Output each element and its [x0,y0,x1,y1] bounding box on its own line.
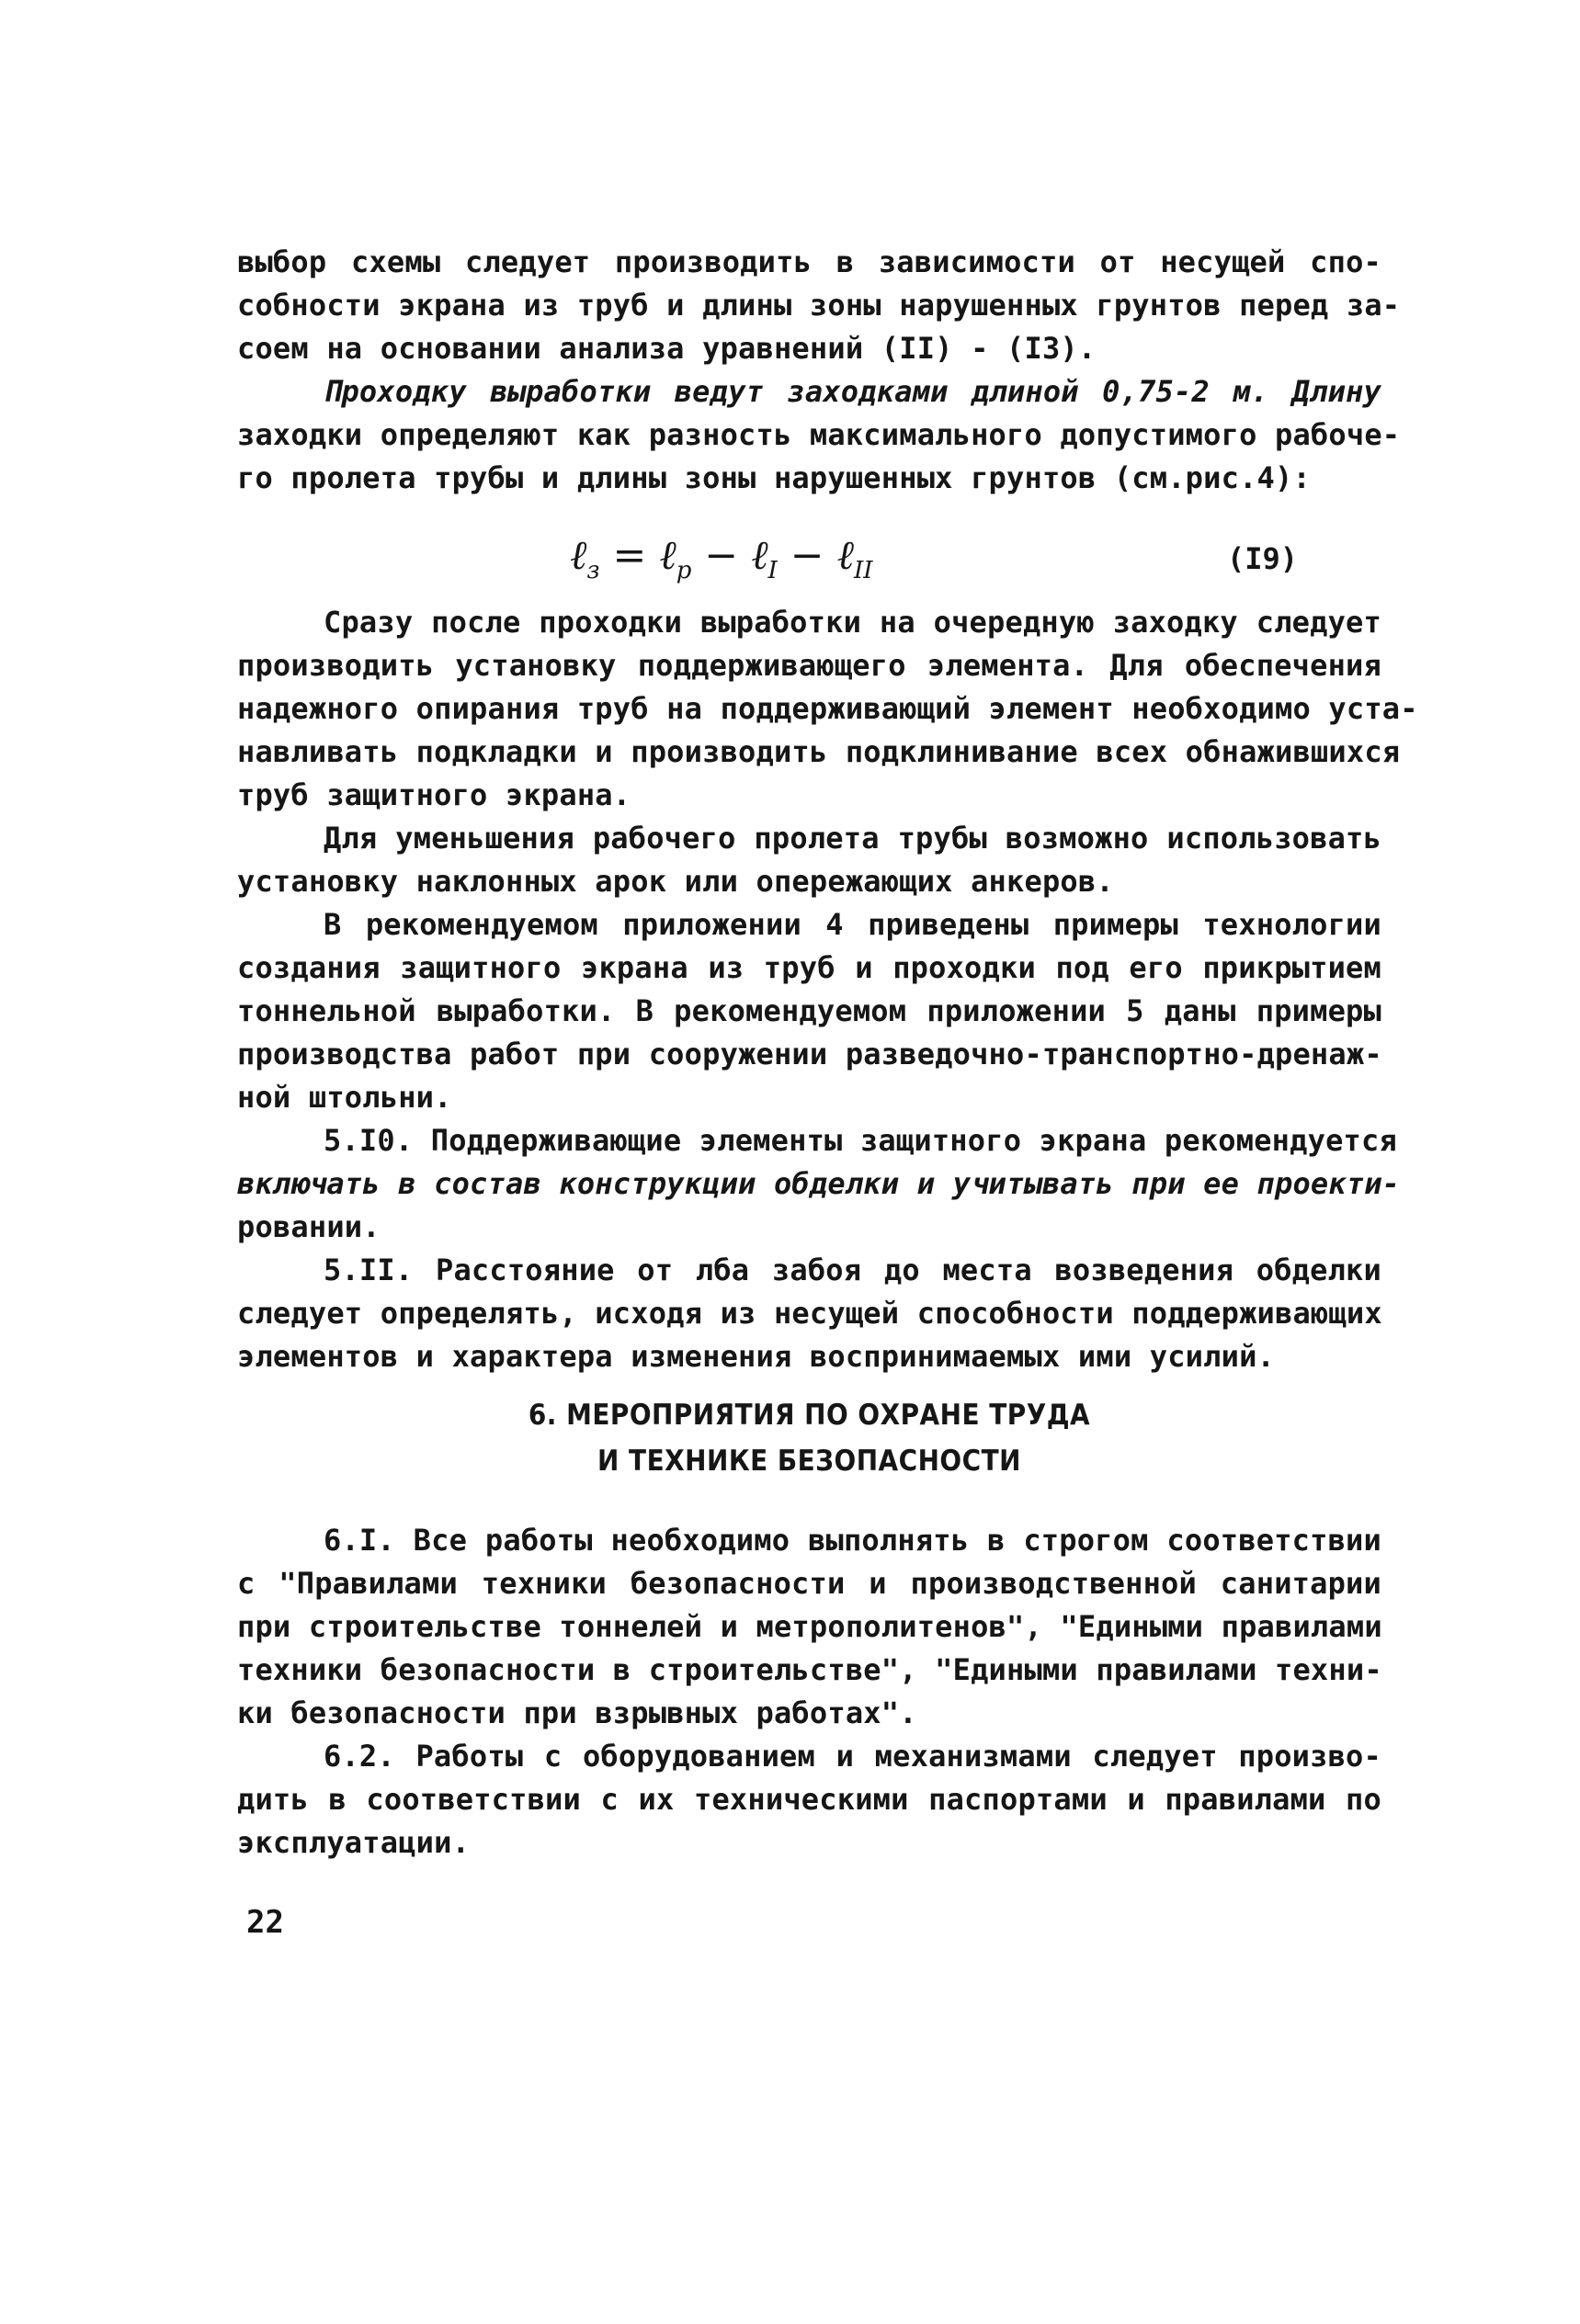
text-line: установку наклонных арок или опережающих анкеров. [237,864,1114,899]
text-line: 6.I. Все работы необходимо выполнять в строгом соответствии [324,1523,1381,1558]
text-line: эксплуатации. [237,1825,471,1860]
section-heading: 6. МЕРОПРИЯТИЯ ПО ОХРАНЕ ТРУДА [528,1399,1091,1432]
formula-operator: − [777,532,837,579]
text-line: при строительстве тоннелей и метрополитенов", "Едиными правилами [237,1609,1382,1644]
formula-symbol: ℓ [659,532,676,579]
text-line: собности экрана из труб и длины зоны нарушенных грунтов перед за- [237,288,1401,323]
text-line: Сразу после проходки выработки на очередную заходку следует [324,605,1381,640]
text-line: соем на основании анализа уравнений (II) - (I3). [237,331,1097,366]
text-line: труб защитного экрана. [237,777,631,812]
text-line: 5.I0. Поддерживающие элементы защитного экрана рекомендуется [324,1123,1397,1158]
formula-symbol: ℓ [570,532,587,579]
text-line: ной штольни. [237,1080,452,1115]
formula-symbol: ℓ [751,532,768,579]
formula-19 [570,528,873,598]
page-number: 22 [246,1904,284,1941]
formula-subscript: II [853,557,873,584]
text-line: заходки определяют как разность максимального допустимого рабоче- [237,417,1401,452]
formula-subscript: з [586,557,600,584]
text-line: выбор схемы следует производить в зависимости от несущей спо- [237,244,1381,279]
text-line: В рекомендуемом приложении 4 приведены примеры технологии [324,907,1381,942]
formula-symbol: ℓ [836,532,854,579]
text-line: Для уменьшения рабочего пролета трубы возможно использовать [324,821,1381,856]
formula-subscript: I [767,557,778,584]
text-line: техники безопасности в строительстве", "Едиными правилами техни- [237,1652,1382,1687]
text-line: навливать подкладки и производить подклинивание всех обнажившихся [237,734,1401,769]
formula-operator: = [599,532,660,579]
text-line: надежного опирания труб на поддерживающий элемент необходимо уста- [237,691,1418,726]
formula-subscript: p [676,557,692,584]
section-heading: И ТЕХНИКЕ БЕЗОПАСНОСТИ [597,1445,1021,1478]
formula-number: (I9) [1227,541,1299,576]
text-line: ровании. [237,1209,381,1244]
text-line: Проходку выработки ведут заходками длиной 0,75-2 м. Длину [324,374,1381,409]
formula-operator: − [691,532,752,579]
text-line: производить установку поддерживающего элемента. Для обеспечения [237,648,1381,683]
text-line: 5.II. Расстояние от лба забоя до места возведения обделки [324,1253,1381,1287]
text-line: с "Правилами техники безопасности и производственной санитарии [237,1566,1381,1601]
text-line: включать в состав конструкции обделки и учитывать при ее проекти- [237,1166,1401,1201]
text-line: создания защитного экрана из труб и проходки под его прикрытием [237,950,1381,985]
text-line: следует определять, исходя из несущей способности поддерживающих [237,1296,1382,1331]
text-line: тоннельной выработки. В рекомендуемом приложении 5 даны примеры [237,993,1381,1028]
text-line: дить в соответствии с их техническими паспортами и правилами по [237,1782,1381,1817]
text-line: элементов и характера изменения воспринимаемых ими усилий. [237,1339,1276,1374]
text-line: го пролета трубы и длины зоны нарушенных грунтов (см.рис.4): [237,460,1311,495]
text-line: 6.2. Работы с оборудованием и механизмами следует произво- [324,1739,1381,1774]
text-line: ки безопасности при взрывных работах". [237,1695,917,1730]
text-line: производства работ при сооружении разведочно-транспортно-дренаж- [237,1037,1382,1071]
